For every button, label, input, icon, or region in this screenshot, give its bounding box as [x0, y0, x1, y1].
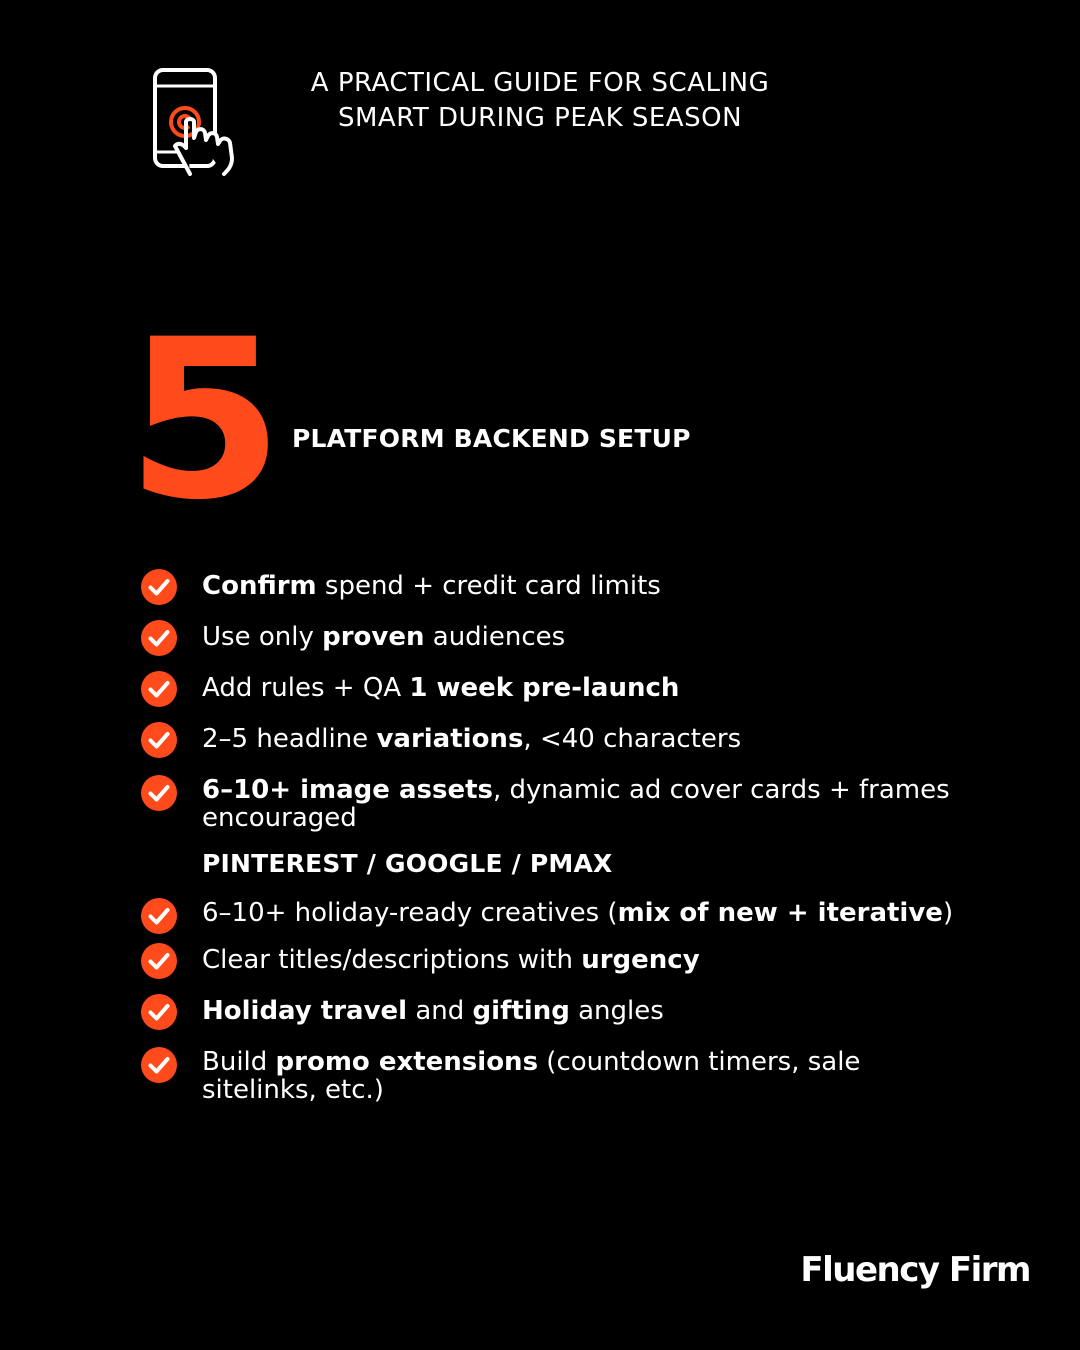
checklist-item [140, 721, 980, 757]
check-icon [140, 619, 178, 657]
check-icon [140, 774, 178, 812]
checklist-item-text [202, 775, 950, 833]
checklist-item-text [202, 996, 664, 1026]
bold-text: urgency [581, 945, 700, 975]
bold-text: Holiday travel [202, 996, 408, 1026]
check-icon [140, 897, 178, 935]
section-title: PLATFORM BACKEND SETUP [292, 424, 691, 453]
check-icon [140, 942, 178, 980]
text: , <40 characters [523, 724, 742, 754]
checklist-item [140, 772, 980, 832]
subheader-platforms: PINTEREST / GOOGLE / PMAX [202, 849, 613, 878]
bold-text: gifting [472, 996, 570, 1026]
check-icon [140, 993, 178, 1031]
bold-text: promo extensions [275, 1047, 539, 1077]
bold-text: proven [322, 622, 425, 652]
checklist [140, 568, 980, 1119]
section-number: 5 [126, 292, 284, 548]
bold-text: 1 week pre-launch [409, 673, 680, 703]
header-line-1: A PRACTICAL GUIDE FOR SCALING [310, 68, 770, 98]
text: Clear titles/descriptions with [202, 945, 582, 975]
checklist-item [140, 942, 980, 978]
check-icon [140, 670, 178, 708]
bold-text: variations [376, 724, 524, 754]
checklist-item [140, 1044, 980, 1104]
check-icon [140, 568, 178, 606]
checklist-item-text [202, 1047, 860, 1105]
bold-text: 6–10+ image assets [202, 775, 493, 805]
phone-tap-icon [150, 66, 242, 182]
text: 6–10+ holiday-ready creatives ( [202, 898, 618, 928]
text: Use only [202, 622, 323, 652]
checklist-item [140, 619, 980, 655]
checklist-item [140, 670, 980, 706]
checklist-item-text [202, 673, 679, 703]
checklist-item-text [202, 945, 700, 975]
bold-text: Confirm [202, 571, 317, 601]
guide-header [285, 66, 795, 136]
header-line-2: SMART DURING PEAK SEASON [337, 103, 743, 133]
check-icon [140, 1046, 178, 1084]
text: ) [942, 898, 954, 928]
bold-text: mix of new + iterative [617, 898, 943, 928]
text: , dynamic ad cover cards + frames encouraged [202, 775, 950, 833]
checklist-item [140, 895, 980, 927]
text: Build [202, 1047, 276, 1077]
text: and [407, 996, 473, 1026]
checklist-item-text [202, 724, 741, 754]
checklist-item-text [202, 571, 661, 601]
text: 2–5 headline [202, 724, 377, 754]
checklist-item-text [202, 622, 565, 652]
text: Add rules + QA [202, 673, 410, 703]
checklist-item [140, 568, 980, 604]
text: spend + credit card limits [316, 571, 661, 601]
text: (countdown timers, sale sitelinks, etc.) [202, 1047, 861, 1105]
checklist-item [140, 993, 980, 1029]
checklist-item-text [202, 898, 953, 928]
check-icon [140, 721, 178, 759]
brand-logo: Fluency Firm [800, 1250, 1030, 1290]
text: angles [569, 996, 664, 1026]
text: audiences [424, 622, 566, 652]
